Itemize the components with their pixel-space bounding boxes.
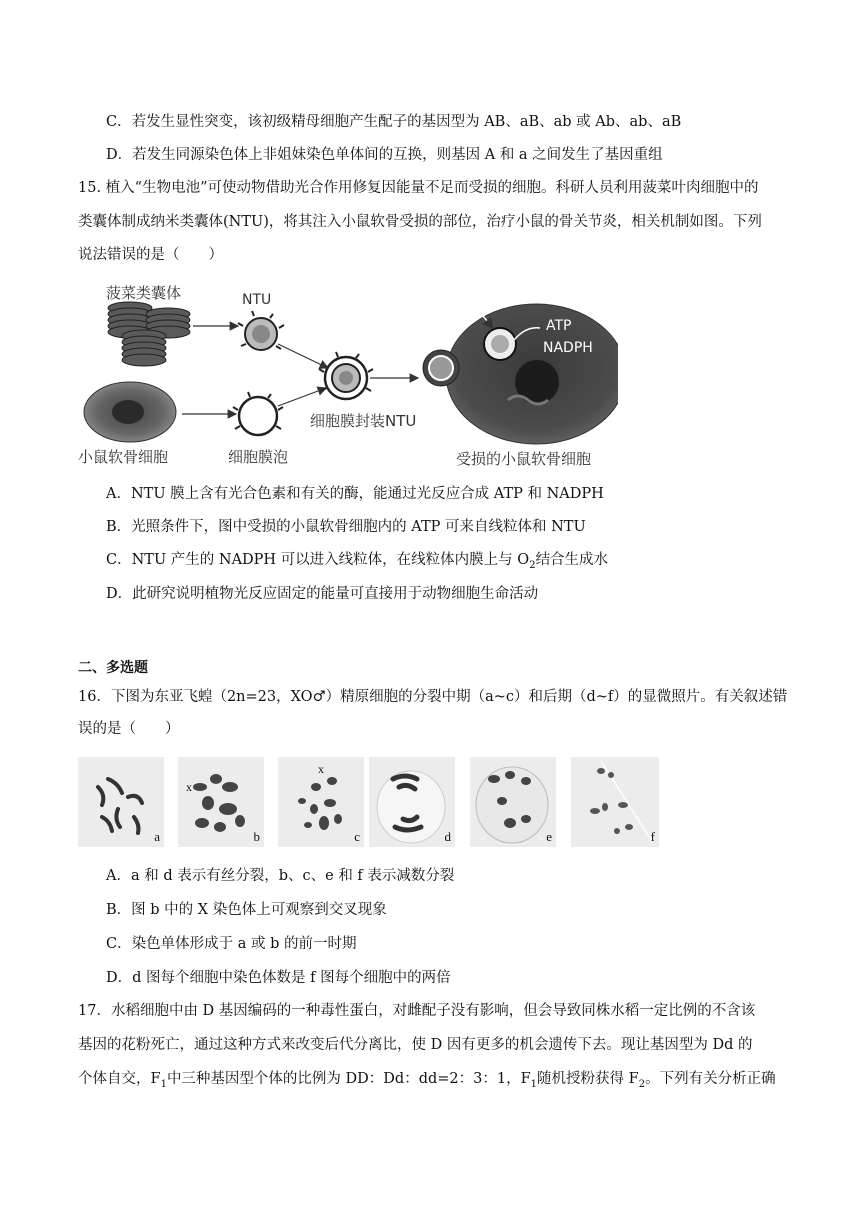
chromosome-spread-icon bbox=[178, 757, 264, 847]
q17-stem-line2: 基因的花粉死亡，通过这种方式来改变后代分离比，使 D 因有更多的机会遗传下去。现让基因型为 Dd 的 bbox=[78, 1037, 753, 1053]
label-mouse-chondrocyte: 小鼠软骨细胞 bbox=[78, 448, 169, 466]
label-light: 光照 bbox=[456, 291, 487, 309]
label-spinach-thylakoid: 菠菜类囊体 bbox=[106, 284, 182, 302]
micrograph-label-d: d bbox=[444, 829, 451, 844]
q15-mechanism-figure bbox=[78, 278, 618, 474]
micrograph-label-c: c bbox=[354, 829, 360, 844]
q17-stem-line1: 17．水稻细胞中由 D 基因编码的一种毒性蛋白，对雌配子没有影响，但会导致同株水稻一定比例的不含该 bbox=[78, 1003, 756, 1019]
q16-option-b: B．图 b 中的 X 染色体上可观察到交叉现象 bbox=[106, 902, 387, 918]
q17-stem-line3: 个体自交，$F_1$中三种基因型个体的比例为 DD：Dd：dd=2：3：1，$F_1$随机授粉获得 $F_2$。下列有关分析正确 bbox=[78, 1071, 776, 1090]
q16-option-a: A．a 和 d 表示有丝分裂，b、c、e 和 f 表示减数分裂 bbox=[106, 868, 455, 884]
micrograph-d bbox=[369, 757, 455, 847]
q14-option-d: D．若发生同源染色体上非姐妹染色单体间的互换，则基因 A 和 a 之间发生了基因重组 bbox=[106, 147, 663, 163]
q15-option-d: D．此研究说明植物光反应固定的能量可直接用于动物细胞生命活动 bbox=[106, 586, 539, 602]
chromosome-spread-icon bbox=[78, 757, 164, 847]
micrograph-b bbox=[178, 757, 264, 847]
membrane-wrapped-ntu-icon bbox=[319, 352, 373, 399]
anaphase-cell-icon bbox=[470, 757, 556, 847]
micrograph-label-a: a bbox=[154, 829, 160, 844]
mouse-chondrocyte-icon bbox=[84, 382, 176, 442]
q15-option-a: A．NTU 膜上含有光合色素和有关的酶，能通过光反应合成 ATP 和 NADPH bbox=[106, 486, 604, 502]
micrograph-label-b: b bbox=[253, 829, 260, 844]
micrograph-label-f: f bbox=[650, 829, 655, 844]
anaphase-cell-icon bbox=[369, 757, 455, 847]
label-nadph: NADPH bbox=[543, 340, 593, 356]
damaged-chondrocyte-icon bbox=[423, 304, 618, 444]
micrograph-e bbox=[470, 757, 556, 847]
chromosome-spread-icon bbox=[278, 757, 364, 847]
label-membrane-vesicle: 细胞膜泡 bbox=[228, 448, 289, 466]
label-wrapped-ntu: 细胞膜封装NTU bbox=[310, 412, 417, 430]
section-heading-multi-choice: 二、多选题 bbox=[78, 660, 148, 676]
q15-stem-line3: 说法错误的是（ ） bbox=[78, 247, 223, 263]
label-damaged-chondrocyte: 受损的小鼠软骨细胞 bbox=[456, 450, 592, 468]
q16-stem-line1: 16．下图为东亚飞蝗（2n=23，XO♂）精原细胞的分裂中期（a~c）和后期（d~f）的显微照片。有关叙述错 bbox=[78, 689, 788, 705]
q15-stem-line1: 15. 植入“生物电池”可使动物借助光合作用修复因能量不足而受损的细胞。科研人员利用菠菜叶肉细胞中的 bbox=[78, 180, 759, 196]
q15-option-c: C．NTU 产生的 NADPH 可以进入线粒体，在线粒体内膜上与 $O_2$结合生成水 bbox=[106, 552, 609, 571]
q14-option-c: C．若发生显性突变，该初级精母细胞产生配子的基因型为 AB、aB、ab 或 Ab、ab、aB bbox=[106, 114, 682, 130]
q15-stem-line2: 类囊体制成纳米类囊体(NTU)，将其注入小鼠软骨受损的部位，治疗小鼠的骨关节炎，相关机制如图。下列 bbox=[78, 214, 762, 230]
q16-option-d: D．d 图每个细胞中染色体数是 f 图每个细胞中的两倍 bbox=[106, 970, 451, 986]
micrograph-f bbox=[571, 757, 659, 847]
q15-option-b: B．光照条件下，图中受损的小鼠软骨细胞内的 ATP 可来自线粒体和 NTU bbox=[106, 519, 586, 535]
q16-option-c: C．染色单体形成于 a 或 b 的前一时期 bbox=[106, 936, 357, 952]
micrograph-c bbox=[278, 757, 364, 847]
micrograph-a bbox=[78, 757, 164, 847]
label-atp: ATP bbox=[546, 318, 572, 334]
membrane-vesicle-icon bbox=[233, 392, 283, 435]
micrograph-label-e: e bbox=[546, 829, 552, 844]
anaphase-cell-icon bbox=[571, 757, 659, 847]
thylakoid-stacks-icon bbox=[108, 302, 190, 366]
q16-stem-line2: 误的是（ ） bbox=[78, 721, 180, 737]
x-chromosome-mark: x bbox=[186, 780, 192, 794]
label-ntu: NTU bbox=[242, 292, 272, 308]
x-chromosome-mark: x bbox=[318, 762, 324, 776]
ntu-particle-icon bbox=[238, 311, 284, 350]
